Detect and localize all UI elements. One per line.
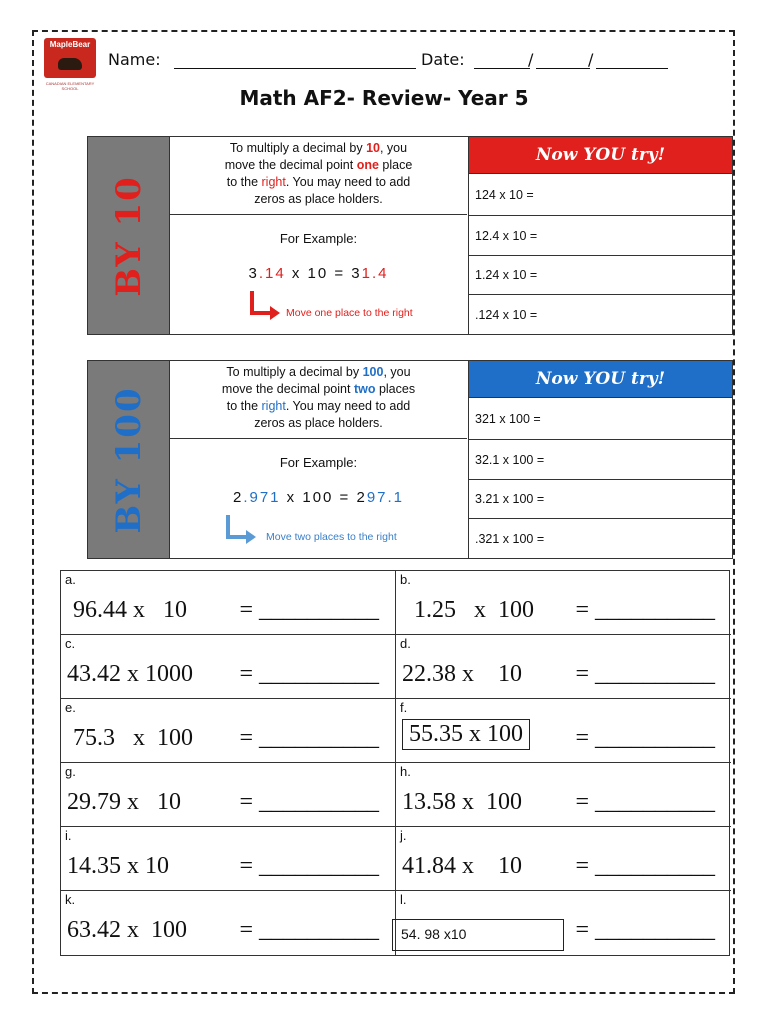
problem-expression: 13.58 x 100	[402, 789, 522, 815]
try-header: Now YOU try!	[469, 137, 732, 173]
bear-icon	[58, 58, 82, 70]
instr-text: to the	[226, 399, 262, 413]
problem-letter: a.	[65, 572, 76, 587]
answer-blank[interactable]: = __________	[575, 661, 715, 687]
eq-part: 2	[232, 489, 244, 506]
problem-letter: j.	[400, 828, 407, 843]
date-separator: /	[588, 50, 594, 69]
answer-blank[interactable]: = __________	[239, 661, 379, 687]
eq-highlight: .14	[258, 265, 286, 282]
eq-part: x 10 = 3	[285, 265, 362, 282]
problem-expression-boxed: 55.35 x 100	[402, 719, 530, 750]
problems-grid	[60, 570, 730, 956]
problem-letter: l.	[400, 892, 407, 907]
by-10-example	[170, 215, 467, 334]
name-field[interactable]	[174, 68, 416, 69]
try-item: 32.1 x 100 =	[469, 439, 732, 479]
example-equation	[170, 489, 467, 506]
instr-text: move the decimal point	[224, 158, 357, 172]
logo-subtext: CANADIAN ELEMENTARY SCHOOL	[45, 81, 95, 91]
name-label: Name:	[108, 50, 161, 69]
answer-blank[interactable]: = __________	[239, 917, 379, 943]
problem-expression: 41.84 x 10	[402, 853, 522, 879]
problem-cell	[396, 763, 731, 827]
school-logo	[44, 38, 96, 90]
instr-text: zeros as place holders.	[254, 416, 383, 430]
answer-blank[interactable]: = __________	[239, 789, 379, 815]
answer-blank[interactable]: = __________	[575, 725, 715, 751]
date-day-field[interactable]	[474, 68, 530, 69]
problem-cell	[61, 635, 396, 699]
problem-expression: 14.35 x 10	[67, 853, 169, 879]
example-title: For Example:	[279, 231, 358, 246]
instr-text: places	[375, 382, 416, 396]
page-title: Math AF2- Review- Year 5	[239, 86, 529, 110]
problem-expression: 1.25 x 100	[402, 597, 534, 623]
problem-cell	[396, 571, 731, 635]
instr-text: zeros as place holders.	[254, 192, 383, 206]
try-item: 1.24 x 10 =	[469, 255, 732, 294]
by-100-label: BY 100	[108, 385, 149, 534]
instr-highlight: right	[261, 175, 286, 189]
problem-expression: 96.44 x 10	[67, 597, 187, 623]
answer-blank[interactable]: = __________	[575, 789, 715, 815]
try-item: 321 x 100 =	[469, 397, 732, 439]
problem-cell	[61, 827, 396, 891]
by-10-label: BY 10	[108, 174, 149, 297]
try-header: Now YOU try!	[469, 361, 732, 397]
problem-letter: h.	[400, 764, 411, 779]
logo-badge	[44, 38, 96, 78]
date-year-field[interactable]	[596, 68, 668, 69]
answer-blank[interactable]: = __________	[239, 853, 379, 879]
problem-expression: 63.42 x 100	[67, 917, 187, 943]
problem-cell	[61, 763, 396, 827]
problem-cell	[396, 699, 731, 763]
instr-text: , you	[379, 141, 408, 155]
instr-text: move the decimal point	[221, 382, 354, 396]
problem-expression: 75.3 x 100	[67, 725, 193, 751]
instr-highlight: one	[356, 158, 379, 172]
problem-expression: 43.42 x 1000	[67, 661, 193, 687]
example-note: Move two places to the right	[266, 531, 397, 543]
instr-text: . You may need to add	[285, 175, 411, 189]
problem-letter: f.	[400, 700, 408, 715]
answer-blank[interactable]: = __________	[575, 597, 715, 623]
instr-highlight: 100	[362, 365, 384, 379]
example-note: Move one place to the right	[286, 307, 413, 319]
by-10-panel	[87, 136, 733, 335]
problem-letter: b.	[400, 572, 411, 587]
arrow-icon	[248, 291, 284, 323]
by-10-instructions	[170, 137, 467, 215]
by-10-side-banner	[88, 137, 170, 334]
by-100-try-column	[468, 361, 732, 558]
by-100-panel	[87, 360, 733, 559]
problem-cell	[396, 891, 731, 955]
problem-letter: g.	[65, 764, 76, 779]
problem-cell	[61, 571, 396, 635]
try-item: 12.4 x 10 =	[469, 215, 732, 255]
example-title: For Example:	[279, 455, 358, 470]
eq-highlight: 1.4	[361, 265, 389, 282]
date-label: Date:	[421, 50, 465, 69]
logo-text: MapleBear	[49, 40, 91, 49]
eq-part: x 100 = 2	[280, 489, 367, 506]
instr-text: To multiply a decimal by	[229, 141, 367, 155]
eq-highlight: 97.1	[366, 489, 405, 506]
date-separator: /	[528, 50, 534, 69]
instr-highlight: 10	[366, 141, 380, 155]
answer-blank[interactable]: = __________	[239, 725, 379, 751]
problem-letter: e.	[65, 700, 76, 715]
answer-blank[interactable]: = __________	[575, 917, 715, 943]
problem-cell	[396, 635, 731, 699]
problem-letter: d.	[400, 636, 411, 651]
arrow-icon	[224, 515, 260, 547]
instr-text: to the	[226, 175, 262, 189]
answer-blank[interactable]: = __________	[575, 853, 715, 879]
instr-text: . You may need to add	[285, 399, 411, 413]
instr-highlight: right	[261, 399, 286, 413]
try-item: .321 x 100 =	[469, 518, 732, 558]
eq-highlight: .971	[243, 489, 281, 506]
instr-text: To multiply a decimal by	[226, 365, 363, 379]
date-month-field[interactable]	[536, 68, 590, 69]
eq-part: 3	[248, 265, 259, 282]
problem-letter: k.	[65, 892, 76, 907]
by-100-example	[170, 439, 467, 558]
instr-highlight: two	[353, 382, 376, 396]
problem-textbox[interactable]: 54. 98 x10	[392, 919, 564, 951]
problem-cell	[61, 699, 396, 763]
problem-expression: 22.38 x 10	[402, 661, 522, 687]
problem-letter: c.	[65, 636, 76, 651]
example-equation	[170, 265, 467, 282]
instr-text: , you	[383, 365, 411, 379]
problem-letter: i.	[65, 828, 72, 843]
try-item: 124 x 10 =	[469, 173, 732, 215]
by-100-instructions	[170, 361, 467, 439]
try-item: .124 x 10 =	[469, 294, 732, 334]
try-item: 3.21 x 100 =	[469, 479, 732, 518]
problem-cell	[396, 827, 731, 891]
problem-cell	[61, 891, 396, 955]
instr-text: place	[378, 158, 413, 172]
problem-expression: 29.79 x 10	[67, 789, 181, 815]
by-10-try-column	[468, 137, 732, 334]
answer-blank[interactable]: = __________	[239, 597, 379, 623]
by-100-side-banner	[88, 361, 170, 558]
